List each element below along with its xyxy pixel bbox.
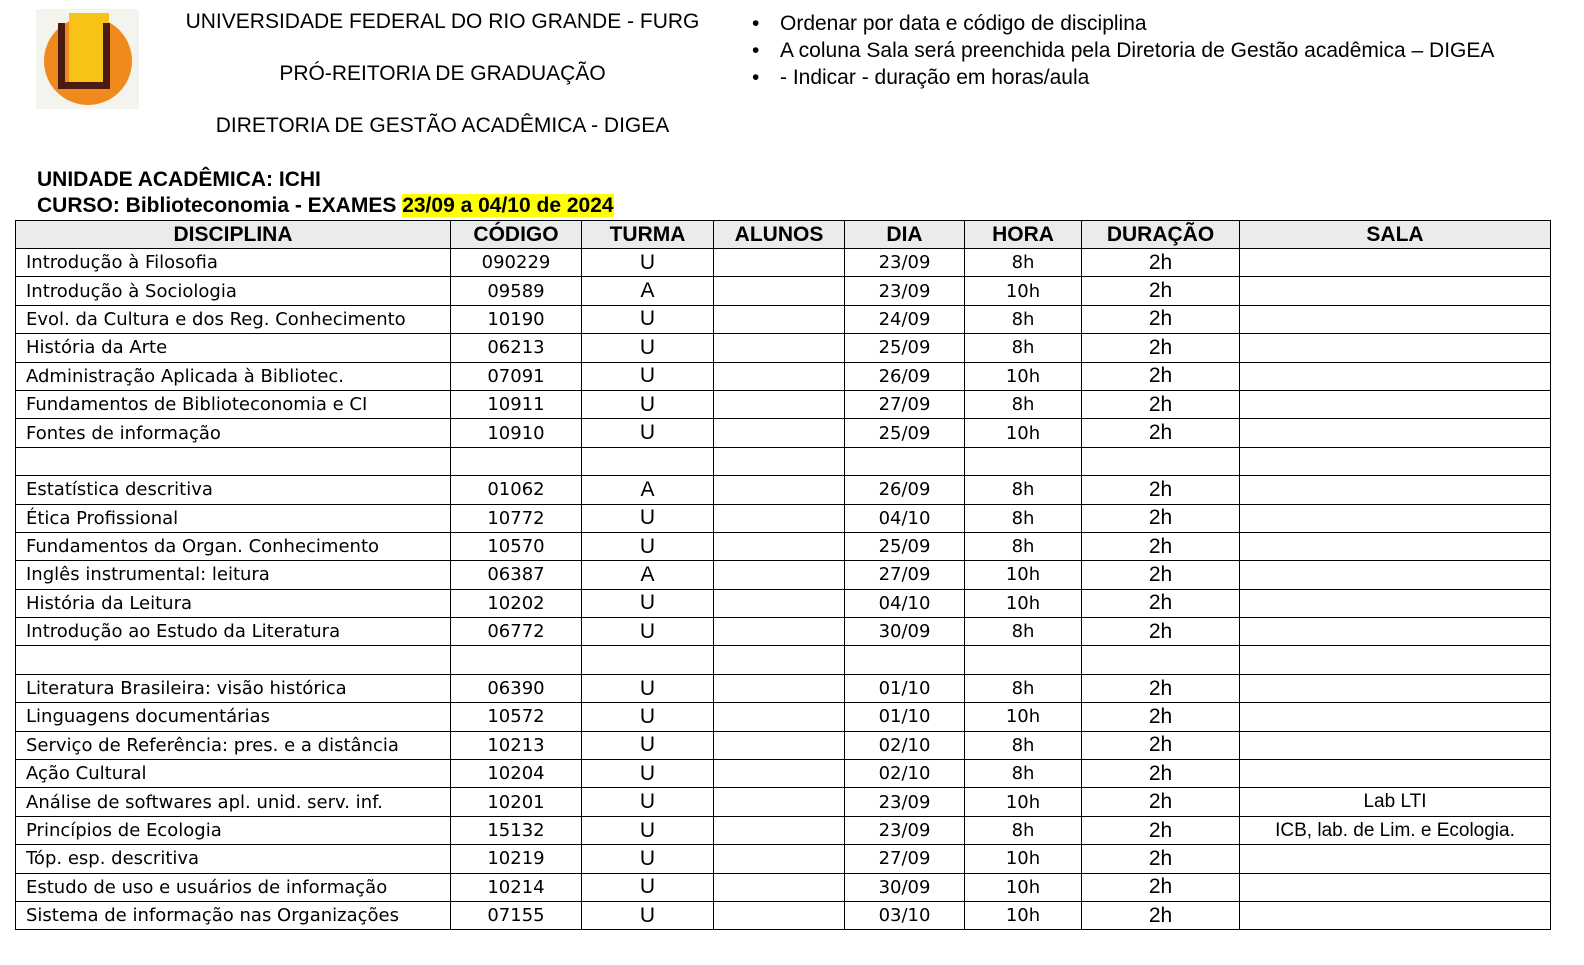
cell-turma: U <box>582 532 714 560</box>
cell-turma: U <box>582 760 714 788</box>
cell-disciplina: Evol. da Cultura e dos Reg. Conhecimento <box>16 305 451 333</box>
cell-dia: 23/09 <box>845 249 965 277</box>
logo-u-shape <box>58 23 110 89</box>
cell-duracao: 2h <box>1082 277 1240 305</box>
cell-sala <box>1240 618 1551 646</box>
table-row <box>16 589 1551 617</box>
cell-turma: U <box>582 788 714 816</box>
column-header-sala: SALA <box>1240 221 1551 249</box>
cell-turma: A <box>582 561 714 589</box>
cell-turma: U <box>582 334 714 362</box>
cell-disciplina: Linguagens documentárias <box>16 703 451 731</box>
table-row <box>16 760 1551 788</box>
cell-alunos <box>714 674 845 702</box>
table-row <box>16 305 1551 333</box>
cell-dia: 27/09 <box>845 390 965 418</box>
cell-dia: 25/09 <box>845 334 965 362</box>
table-row <box>16 873 1551 901</box>
cell-dia: 23/09 <box>845 816 965 844</box>
table-row <box>16 845 1551 873</box>
cell-alunos <box>714 305 845 333</box>
cell-disciplina: Sistema de informação nas Organizações <box>16 901 451 929</box>
cell-codigo: 10214 <box>451 873 582 901</box>
cell-alunos <box>714 249 845 277</box>
cell-dia: 01/10 <box>845 674 965 702</box>
instruction-item: • Ordenar por data e código de disciplina <box>750 10 1510 37</box>
cell-alunos <box>714 532 845 560</box>
course-prefix: CURSO: Biblioteconomia - EXAMES <box>37 194 403 217</box>
cell-alunos <box>714 504 845 532</box>
cell-codigo: 10911 <box>451 390 582 418</box>
cell-duracao: 2h <box>1082 589 1240 617</box>
instruction-item: • - Indicar - duração em horas/aula <box>750 64 1510 91</box>
cell-sala <box>1240 390 1551 418</box>
cell-dia: 30/09 <box>845 873 965 901</box>
cell-disciplina: Literatura Brasileira: visão histórica <box>16 674 451 702</box>
cell-sala <box>1240 731 1551 759</box>
cell-sala <box>1240 532 1551 560</box>
cell-dia: 26/09 <box>845 476 965 504</box>
table-row <box>16 476 1551 504</box>
cell-sala <box>1240 760 1551 788</box>
cell-hora: 10h <box>965 703 1082 731</box>
cell-alunos <box>714 476 845 504</box>
column-header-codigo: CÓDIGO <box>451 221 582 249</box>
cell-alunos <box>714 390 845 418</box>
cell-sala <box>1240 901 1551 929</box>
cell-duracao: 2h <box>1082 561 1240 589</box>
table-row <box>16 504 1551 532</box>
cell-codigo: 06390 <box>451 674 582 702</box>
cell-turma: U <box>582 390 714 418</box>
cell-codigo <box>451 447 582 475</box>
cell-turma: A <box>582 476 714 504</box>
cell-codigo: 10772 <box>451 504 582 532</box>
table-row <box>16 674 1551 702</box>
exam-period: 23/09 a 04/10 de 2024 <box>402 194 614 217</box>
cell-turma: U <box>582 703 714 731</box>
cell-disciplina: Análise de softwares apl. unid. serv. inf. <box>16 788 451 816</box>
table-row <box>16 447 1551 475</box>
cell-disciplina: Tóp. esp. descritiva <box>16 845 451 873</box>
table-row <box>16 901 1551 929</box>
table-row <box>16 731 1551 759</box>
cell-hora: 10h <box>965 277 1082 305</box>
cell-turma: U <box>582 873 714 901</box>
cell-alunos <box>714 788 845 816</box>
cell-disciplina: Fontes de informação <box>16 419 451 447</box>
cell-turma <box>582 646 714 674</box>
cell-turma: U <box>582 845 714 873</box>
cell-duracao: 2h <box>1082 362 1240 390</box>
cell-hora: 8h <box>965 532 1082 560</box>
cell-dia: 04/10 <box>845 504 965 532</box>
institution-name: UNIVERSIDADE FEDERAL DO RIO GRANDE - FURG <box>185 10 700 33</box>
cell-codigo: 090229 <box>451 249 582 277</box>
cell-hora: 8h <box>965 305 1082 333</box>
cell-alunos <box>714 589 845 617</box>
cell-sala <box>1240 845 1551 873</box>
cell-disciplina: Estatística descritiva <box>16 476 451 504</box>
cell-duracao: 2h <box>1082 788 1240 816</box>
furg-logo <box>36 9 139 109</box>
cell-duracao: 2h <box>1082 873 1240 901</box>
table-row <box>16 390 1551 418</box>
cell-dia: 23/09 <box>845 788 965 816</box>
cell-hora: 8h <box>965 390 1082 418</box>
cell-duracao: 2h <box>1082 532 1240 560</box>
column-header-turma: TURMA <box>582 221 714 249</box>
cell-dia: 02/10 <box>845 760 965 788</box>
cell-alunos <box>714 362 845 390</box>
cell-sala <box>1240 419 1551 447</box>
cell-disciplina: Ética Profissional <box>16 504 451 532</box>
table-header-row <box>16 221 1551 249</box>
cell-duracao: 2h <box>1082 305 1240 333</box>
cell-codigo: 06213 <box>451 334 582 362</box>
cell-disciplina: Introdução ao Estudo da Literatura <box>16 618 451 646</box>
cell-codigo: 01062 <box>451 476 582 504</box>
cell-hora: 8h <box>965 760 1082 788</box>
cell-sala: ICB, lab. de Lim. e Ecologia. <box>1240 816 1551 844</box>
cell-sala <box>1240 504 1551 532</box>
cell-turma: U <box>582 305 714 333</box>
cell-disciplina <box>16 646 451 674</box>
cell-codigo: 10202 <box>451 589 582 617</box>
cell-duracao: 2h <box>1082 731 1240 759</box>
table-row <box>16 816 1551 844</box>
table-row <box>16 618 1551 646</box>
cell-sala <box>1240 674 1551 702</box>
cell-duracao: 2h <box>1082 504 1240 532</box>
cell-duracao: 2h <box>1082 674 1240 702</box>
cell-dia <box>845 447 965 475</box>
cell-dia: 26/09 <box>845 362 965 390</box>
cell-sala <box>1240 873 1551 901</box>
table-row <box>16 788 1551 816</box>
cell-duracao: 2h <box>1082 816 1240 844</box>
table-row <box>16 362 1551 390</box>
cell-sala <box>1240 703 1551 731</box>
cell-codigo: 07091 <box>451 362 582 390</box>
cell-codigo <box>451 646 582 674</box>
cell-duracao: 2h <box>1082 476 1240 504</box>
cell-hora: 10h <box>965 589 1082 617</box>
cell-dia: 25/09 <box>845 419 965 447</box>
cell-sala <box>1240 249 1551 277</box>
cell-turma: U <box>582 589 714 617</box>
cell-alunos <box>714 277 845 305</box>
cell-sala <box>1240 334 1551 362</box>
cell-alunos <box>714 873 845 901</box>
cell-alunos <box>714 760 845 788</box>
cell-duracao: 2h <box>1082 419 1240 447</box>
cell-hora: 10h <box>965 561 1082 589</box>
cell-disciplina: História da Leitura <box>16 589 451 617</box>
cell-codigo: 10570 <box>451 532 582 560</box>
cell-dia: 03/10 <box>845 901 965 929</box>
cell-disciplina: História da Arte <box>16 334 451 362</box>
cell-disciplina: Princípios de Ecologia <box>16 816 451 844</box>
cell-codigo: 07155 <box>451 901 582 929</box>
cell-duracao: 2h <box>1082 334 1240 362</box>
column-header-disciplina: DISCIPLINA <box>16 221 451 249</box>
cell-disciplina: Estudo de uso e usuários de informação <box>16 873 451 901</box>
cell-alunos <box>714 816 845 844</box>
cell-hora: 10h <box>965 873 1082 901</box>
cell-sala <box>1240 561 1551 589</box>
cell-codigo: 10910 <box>451 419 582 447</box>
cell-codigo: 10204 <box>451 760 582 788</box>
cell-dia: 24/09 <box>845 305 965 333</box>
cell-hora: 8h <box>965 504 1082 532</box>
cell-sala <box>1240 305 1551 333</box>
cell-disciplina <box>16 447 451 475</box>
table-row <box>16 532 1551 560</box>
cell-alunos <box>714 334 845 362</box>
cell-alunos <box>714 447 845 475</box>
cell-codigo: 10213 <box>451 731 582 759</box>
cell-turma: U <box>582 419 714 447</box>
cell-hora: 8h <box>965 249 1082 277</box>
cell-dia: 04/10 <box>845 589 965 617</box>
instruction-item: • A coluna Sala será preenchida pela Diretoria de Gestão acadêmica – DIGEA <box>750 37 1510 64</box>
cell-alunos <box>714 646 845 674</box>
cell-hora: 8h <box>965 618 1082 646</box>
cell-turma: U <box>582 901 714 929</box>
cell-turma: U <box>582 362 714 390</box>
cell-duracao <box>1082 447 1240 475</box>
cell-alunos <box>714 419 845 447</box>
cell-turma: U <box>582 674 714 702</box>
cell-codigo: 10219 <box>451 845 582 873</box>
cell-hora: 8h <box>965 334 1082 362</box>
cell-turma: U <box>582 618 714 646</box>
cell-disciplina: Inglês instrumental: leitura <box>16 561 451 589</box>
cell-sala <box>1240 476 1551 504</box>
cell-sala <box>1240 362 1551 390</box>
cell-hora <box>965 646 1082 674</box>
table-row <box>16 703 1551 731</box>
cell-duracao: 2h <box>1082 618 1240 646</box>
table-row <box>16 561 1551 589</box>
cell-hora: 10h <box>965 845 1082 873</box>
cell-turma: A <box>582 277 714 305</box>
cell-disciplina: Introdução à Sociologia <box>16 277 451 305</box>
cell-alunos <box>714 618 845 646</box>
cell-hora: 10h <box>965 788 1082 816</box>
cell-codigo: 10190 <box>451 305 582 333</box>
cell-duracao: 2h <box>1082 760 1240 788</box>
cell-duracao: 2h <box>1082 845 1240 873</box>
cell-turma: U <box>582 731 714 759</box>
cell-hora: 10h <box>965 419 1082 447</box>
cell-hora: 10h <box>965 362 1082 390</box>
cell-duracao: 2h <box>1082 901 1240 929</box>
cell-disciplina: Serviço de Referência: pres. e a distância <box>16 731 451 759</box>
cell-dia: 30/09 <box>845 618 965 646</box>
cell-sala <box>1240 646 1551 674</box>
cell-hora: 8h <box>965 731 1082 759</box>
cell-hora: 10h <box>965 901 1082 929</box>
cell-alunos <box>714 561 845 589</box>
cell-dia <box>845 646 965 674</box>
column-header-dia: DIA <box>845 221 965 249</box>
cell-hora <box>965 447 1082 475</box>
cell-hora: 8h <box>965 674 1082 702</box>
cell-duracao: 2h <box>1082 703 1240 731</box>
cell-sala <box>1240 447 1551 475</box>
cell-alunos <box>714 901 845 929</box>
cell-disciplina: Administração Aplicada à Bibliotec. <box>16 362 451 390</box>
cell-codigo: 09589 <box>451 277 582 305</box>
cell-turma: U <box>582 249 714 277</box>
prorectorate-name: PRÓ-REITORIA DE GRADUAÇÃO <box>279 62 606 85</box>
cell-dia: 25/09 <box>845 532 965 560</box>
table-row <box>16 277 1551 305</box>
cell-hora: 8h <box>965 816 1082 844</box>
cell-disciplina: Fundamentos de Biblioteconomia e CI <box>16 390 451 418</box>
cell-alunos <box>714 731 845 759</box>
cell-turma: U <box>582 504 714 532</box>
cell-dia: 23/09 <box>845 277 965 305</box>
cell-turma: U <box>582 816 714 844</box>
cell-dia: 27/09 <box>845 561 965 589</box>
instructions-list <box>750 10 1510 91</box>
table-row <box>16 334 1551 362</box>
table-row <box>16 419 1551 447</box>
cell-alunos <box>714 703 845 731</box>
cell-codigo: 10572 <box>451 703 582 731</box>
cell-alunos <box>714 845 845 873</box>
cell-sala <box>1240 589 1551 617</box>
cell-codigo: 06387 <box>451 561 582 589</box>
cell-sala <box>1240 277 1551 305</box>
exam-schedule-table <box>15 220 1551 930</box>
cell-turma <box>582 447 714 475</box>
academic-unit: UNIDADE ACADÊMICA: ICHI <box>37 168 321 191</box>
cell-dia: 27/09 <box>845 845 965 873</box>
cell-disciplina: Introdução à Filosofia <box>16 249 451 277</box>
cell-duracao: 2h <box>1082 390 1240 418</box>
cell-hora: 8h <box>965 476 1082 504</box>
column-header-alunos: ALUNOS <box>714 221 845 249</box>
table-row <box>16 249 1551 277</box>
cell-dia: 01/10 <box>845 703 965 731</box>
cell-disciplina: Ação Cultural <box>16 760 451 788</box>
cell-codigo: 15132 <box>451 816 582 844</box>
table-row <box>16 646 1551 674</box>
course-line <box>37 194 614 218</box>
column-header-hora: HORA <box>965 221 1082 249</box>
cell-codigo: 10201 <box>451 788 582 816</box>
cell-sala: Lab LTI <box>1240 788 1551 816</box>
cell-duracao: 2h <box>1082 249 1240 277</box>
table-body <box>16 249 1551 930</box>
cell-dia: 02/10 <box>845 731 965 759</box>
cell-codigo: 06772 <box>451 618 582 646</box>
column-header-duracao: DURAÇÃO <box>1082 221 1240 249</box>
cell-duracao <box>1082 646 1240 674</box>
directorate-name: DIRETORIA DE GESTÃO ACADÊMICA - DIGEA <box>215 114 670 137</box>
cell-disciplina: Fundamentos da Organ. Conhecimento <box>16 532 451 560</box>
